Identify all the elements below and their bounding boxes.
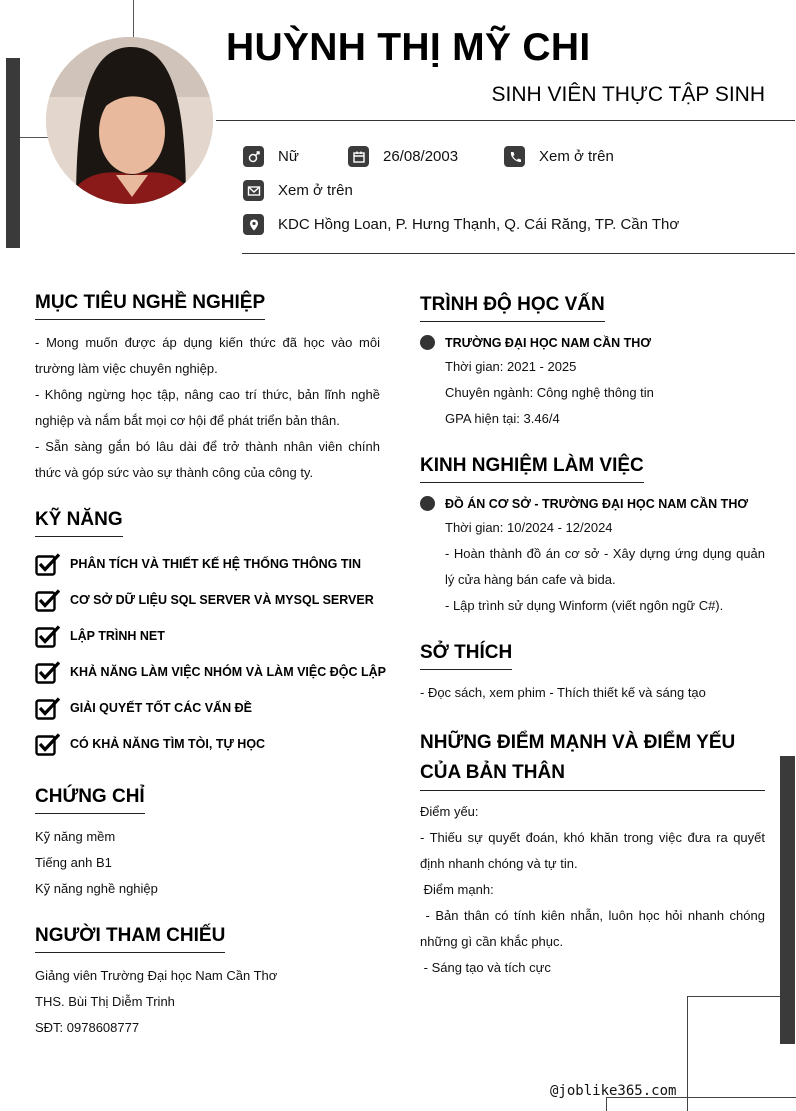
- references-section: [35, 925, 380, 1041]
- phone-text: Xem ở trên: [539, 148, 614, 165]
- objective-item: - Mong muốn được áp dụng kiến thức đã học vào môi trường làm việc chuyên nghiệp.: [35, 335, 380, 376]
- certificate-item: Kỹ năng nghề nghiệp: [35, 881, 158, 896]
- skill-label: PHÂN TÍCH VÀ THIẾT KẾ HỆ THỐNG THÔNG TIN: [70, 557, 361, 571]
- birthday-text: 26/08/2003: [383, 148, 459, 165]
- candidate-name: HUỲNH THỊ MỸ CHI: [226, 26, 591, 69]
- avatar: [46, 37, 213, 204]
- reference-item: SĐT: 0978608777: [35, 1020, 140, 1035]
- objective-title: MỤC TIÊU NGHỀ NGHIỆP: [35, 292, 265, 320]
- education-title: TRÌNH ĐỘ HỌC VẤN: [420, 294, 605, 322]
- strength-label: Điểm mạnh:: [420, 882, 494, 897]
- left-accent-bar: [6, 58, 20, 248]
- education-major: Chuyên ngành: Công nghệ thông tin: [445, 385, 654, 400]
- info-birthday: [348, 146, 458, 167]
- info-gender: [243, 146, 299, 167]
- skill-label: LẬP TRÌNH NET: [70, 629, 165, 643]
- corner-line: [606, 1097, 607, 1111]
- certificates-section: [35, 786, 380, 902]
- objective-item: - Không ngừng học tập, nâng cao trí thức, bản lĩnh nghề nghiệp và nắm bắt mọi cơ hội để phát triển bản thân.: [35, 387, 380, 428]
- checkbox-icon: [35, 732, 61, 756]
- certificate-item: Tiếng anh B1: [35, 855, 112, 870]
- right-accent-bar: [780, 756, 795, 1044]
- skill-label: CƠ SỞ DỮ LIỆU SQL SERVER VÀ MYSQL SERVER: [70, 593, 374, 607]
- photo-connector-line: [20, 137, 48, 138]
- skill-item: [35, 726, 385, 762]
- corner-line: [687, 996, 688, 1111]
- checkbox-icon: [35, 588, 61, 612]
- email-text: Xem ở trên: [278, 182, 353, 199]
- skill-item: [35, 582, 385, 618]
- checkbox-icon: [35, 696, 61, 720]
- candidate-role: SINH VIÊN THỰC TẬP SINH: [491, 83, 765, 106]
- address-text: KDC Hồng Loan, P. Hưng Thạnh, Q. Cái Răng, TP. Cần Thơ: [278, 216, 680, 233]
- skills-title: KỸ NĂNG: [35, 509, 123, 537]
- phone-icon: [504, 146, 525, 167]
- info-rule: [242, 253, 795, 254]
- skill-item: [35, 618, 385, 654]
- education-section: [420, 294, 765, 322]
- experience-details: [445, 515, 765, 619]
- skill-label: GIẢI QUYẾT TỐT CÁC VẤN ĐỀ: [70, 701, 252, 715]
- location-icon: [243, 214, 264, 235]
- skills-section: [35, 509, 385, 762]
- weakness-text: - Thiếu sự quyết đoán, khó khăn trong việc đưa ra quyết định nhanh chóng và tự tin.: [420, 830, 765, 871]
- timeline-dot: [420, 496, 435, 511]
- hobbies-title: SỞ THÍCH: [420, 642, 512, 670]
- objective-item: - Sẵn sàng gắn bó lâu dài để trở thành nhân viên chính thức và góp sức vào sự thành công của công ty.: [35, 439, 380, 480]
- gender-icon: [243, 146, 264, 167]
- skill-item: [35, 546, 385, 582]
- references-title: NGƯỜI THAM CHIẾU: [35, 925, 225, 953]
- experience-time: Thời gian: 10/2024 - 12/2024: [445, 520, 613, 535]
- skill-item: [35, 654, 385, 690]
- footer-brand: @joblike365.com: [550, 1083, 677, 1099]
- checkbox-icon: [35, 552, 61, 576]
- certificates-title: CHỨNG CHỈ: [35, 786, 145, 814]
- certificate-item: Kỹ năng mềm: [35, 829, 116, 844]
- info-phone: [504, 146, 614, 167]
- hobbies-section: [420, 642, 765, 706]
- experience-title: KINH NGHIỆM LÀM VIỆC: [420, 455, 644, 483]
- skill-item: [35, 690, 385, 726]
- education-details: [445, 354, 654, 432]
- education-school: TRƯỜNG ĐẠI HỌC NAM CẦN THƠ: [445, 336, 651, 350]
- reference-item: THS. Bùi Thị Diễm Trinh: [35, 994, 175, 1009]
- corner-line: [687, 996, 780, 997]
- skill-label: KHẢ NĂNG LÀM VIỆC NHÓM VÀ LÀM VIỆC ĐỘC LẬP: [70, 665, 386, 679]
- strength-item: - Sáng tạo và tích cực: [420, 960, 551, 975]
- weakness-label: Điểm yếu:: [420, 804, 479, 819]
- education-time: Thời gian: 2021 - 2025: [445, 359, 577, 374]
- strengths-section: [420, 728, 769, 981]
- strengths-title: NHỮNG ĐIỂM MẠNH VÀ ĐIỂM YẾU CỦA BẢN THÂN: [420, 728, 765, 791]
- header-rule: [216, 120, 795, 121]
- timeline-dot: [420, 335, 435, 350]
- experience-detail: - Lập trình sử dụng Winform (viết ngôn ngữ C#).: [445, 598, 724, 613]
- top-connector-line: [133, 0, 134, 40]
- checkbox-icon: [35, 660, 61, 684]
- calendar-icon: [348, 146, 369, 167]
- checkbox-icon: [35, 624, 61, 648]
- strength-item: - Bản thân có tính kiên nhẫn, luôn học hỏi nhanh chóng những gì cần khắc phục.: [420, 908, 769, 949]
- objective-section: [35, 292, 380, 486]
- info-email: [243, 180, 353, 201]
- gender-text: Nữ: [278, 148, 299, 165]
- info-address: [243, 214, 679, 235]
- experience-detail: - Hoàn thành đồ án cơ sở - Xây dựng ứng dụng quản lý cửa hàng bán cafe và bida.: [445, 546, 765, 587]
- mail-icon: [243, 180, 264, 201]
- reference-item: Giảng viên Trường Đại học Nam Cần Thơ: [35, 968, 278, 983]
- education-gpa: GPA hiện tại: 3.46/4: [445, 411, 560, 426]
- hobbies-text: - Đọc sách, xem phim - Thích thiết kế và sáng tạo: [420, 685, 706, 700]
- experience-section: [420, 455, 765, 483]
- skill-label: CÓ KHẢ NĂNG TÌM TÒI, TỰ HỌC: [70, 737, 266, 751]
- experience-project: ĐỒ ÁN CƠ SỞ - TRƯỜNG ĐẠI HỌC NAM CẦN THƠ: [445, 497, 749, 511]
